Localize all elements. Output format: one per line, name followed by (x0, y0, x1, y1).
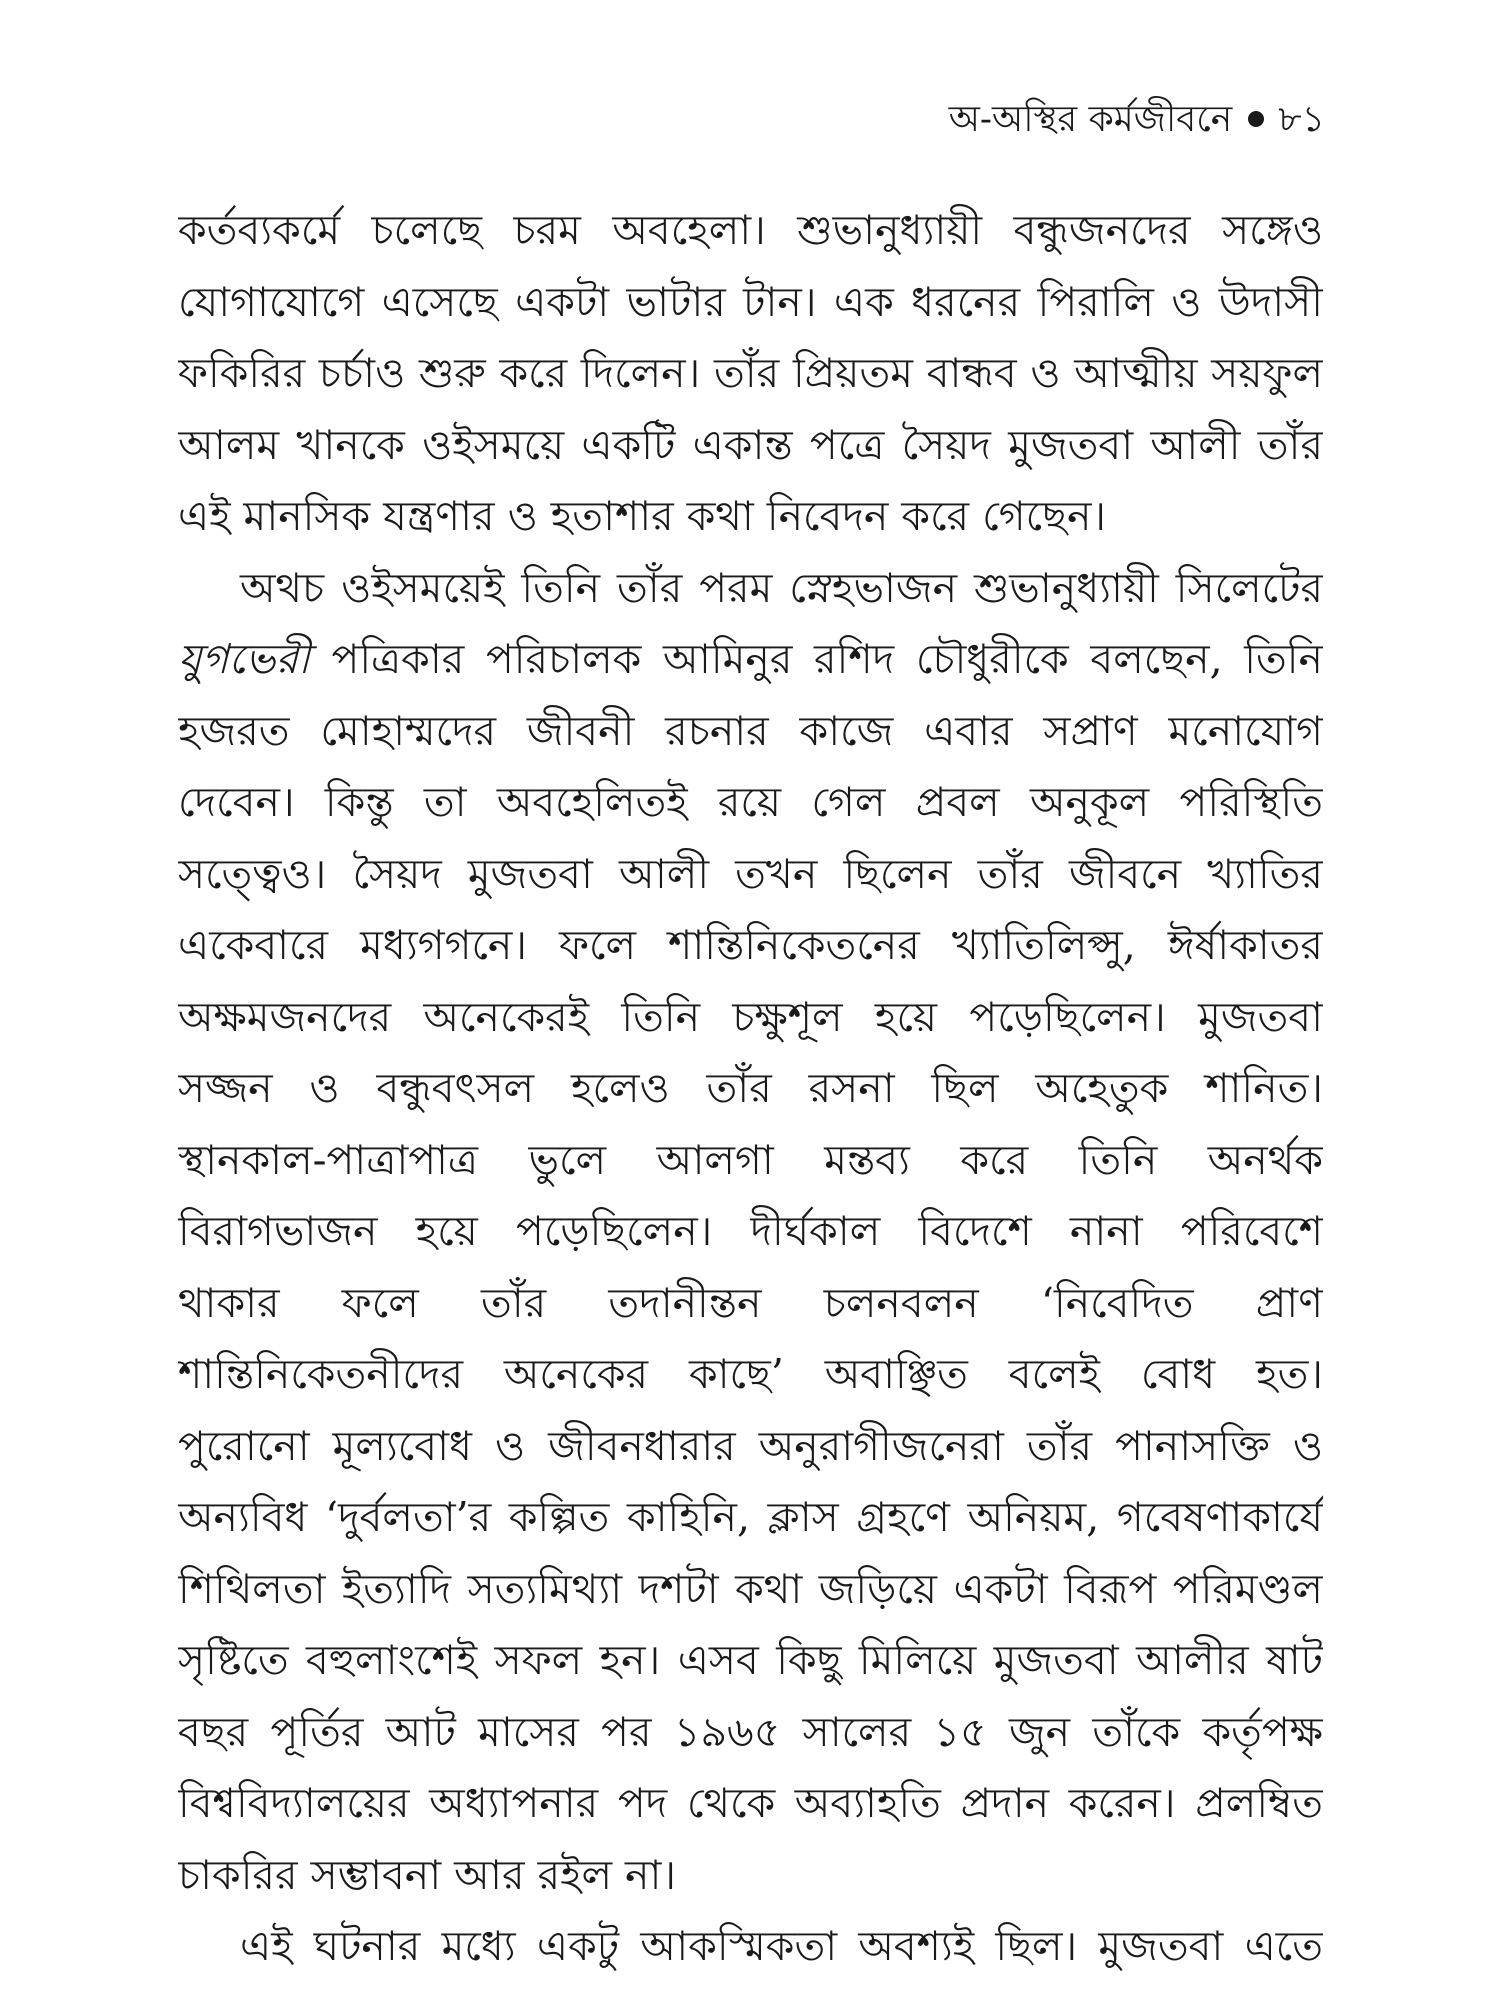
text-line: হজরত মোহাম্মদের জীবনী রচনার কাজে এবার সপ্রাণ মনোযোগ (178, 706, 1323, 755)
text-line: স্থানকাল-পাত্রাপাত্র ভুলে আলগা মন্তব্য করে তিনি অনর্থক (178, 1135, 1323, 1184)
text-line: অক্ষমজনদের অনেকেরই তিনি চক্ষুশূল হয়ে পড়েছিলেন। মুজতবা (178, 992, 1323, 1041)
body-text (178, 195, 1323, 1983)
text-line: সজ্জন ও বন্ধুবৎসল হলেও তাঁর রসনা ছিল অহেতুক শানিত। (178, 1064, 1323, 1112)
text-line: কর্তব্যকর্মে চলেছে চরম অবহেলা। শুভানুধ্যায়ী বন্ধুজনদের সঙ্গেও (178, 206, 1323, 254)
text-line: শান্তিনিকেতনীদের অনেকের কাছে’ অবাঞ্ছিত বলেই বোধ হত। (178, 1350, 1323, 1398)
text-line: থাকার ফলে তাঁর তদানীন্তন চলনবলন ‘নিবেদিত প্রাণ (178, 1278, 1323, 1327)
text-line: সৃষ্টিতে বহুলাংশেই সফল হন। এসব কিছু মিলিয়ে মুজতবা আলীর ষাট (178, 1636, 1323, 1684)
newspaper-title: যুগভেরী (178, 635, 310, 683)
text-line: বছর পূর্তির আট মাসের পর ১৯৬৫ সালের ১৫ জুন তাঁকে কর্তৃপক্ষ (178, 1707, 1323, 1756)
running-title: অ-অস্থির কর্মজীবনে (948, 99, 1233, 140)
text-line: আলম খানকে ওইসময়ে একটি একান্ত পত্রে সৈয়দ মুজতবা আলী তাঁর (178, 420, 1323, 469)
text-line: বিশ্ববিদ্যালয়ের অধ্যাপনার পদ থেকে অব্যাহতি প্রদান করেন। প্রলম্বিত (178, 1779, 1323, 1827)
text-line: দেবেন। কিন্তু তা অবহেলিতই রয়ে গেল প্রবল অনুকূল পরিস্থিতি (178, 778, 1323, 826)
text-line: অন্যবিধ ‘দুর্বলতা’র কল্পিত কাহিনি, ক্লাস গ্রহণে অনিয়ম, গবেষণাকার্যে (178, 1493, 1323, 1541)
text-line: বিরাগভাজন হয়ে পড়েছিলেন। দীর্ঘকাল বিদেশে নানা পরিবেশে (178, 1207, 1323, 1255)
text-line: সত্ত্বেও। সৈয়দ মুজতবা আলী তখন ছিলেন তাঁর জীবনে খ্যাতির (178, 849, 1323, 898)
page-number: ৮১ (1278, 99, 1325, 140)
paragraph-start-line: অথচ ওইসময়েই তিনি তাঁর পরম স্নেহভাজন শুভানুধ্যায়ী সিলেটের (240, 563, 1323, 612)
text-line: পুরোনো মূল্যবোধ ও জীবনধারার অনুরাগীজনেরা তাঁর পানাসক্তি ও (178, 1421, 1323, 1470)
bullet-separator (1248, 111, 1264, 127)
text-line: এই মানসিক যন্ত্রণার ও হতাশার কথা নিবেদন করে গেছেন। (178, 492, 1107, 540)
text-line: চাকরির সম্ভাবনা আর রইল না। (178, 1850, 677, 1899)
text-line: ফকিরির চর্চাও শুরু করে দিলেন। তাঁর প্রিয়তম বান্ধব ও আত্মীয় সয়ফুল (178, 349, 1323, 397)
text-line-rest: পত্রিকার পরিচালক আমিনুর রশিদ চৌধুরীকে বলছেন, তিনি (331, 635, 1323, 683)
running-header (949, 92, 1325, 152)
text-line: যোগাযোগে এসেছে একটা ভাটার টান। এক ধরনের পিরালি ও উদাসী (178, 277, 1323, 326)
text-line: একেবারে মধ্যগগনে। ফলে শান্তিনিকেতনের খ্যাতিলিপ্সু, ঈর্ষাকাতর (178, 921, 1323, 969)
text-line: শিথিলতা ইত্যাদি সত্যমিথ্যা দশটা কথা জড়িয়ে একটা বিরূপ পরিমণ্ডল (178, 1564, 1323, 1613)
paragraph-start-line: এই ঘটনার মধ্যে একটু আকস্মিকতা অবশ্যই ছিল। মুজতবা এতে (240, 1922, 1323, 1970)
text-line (178, 624, 1323, 696)
